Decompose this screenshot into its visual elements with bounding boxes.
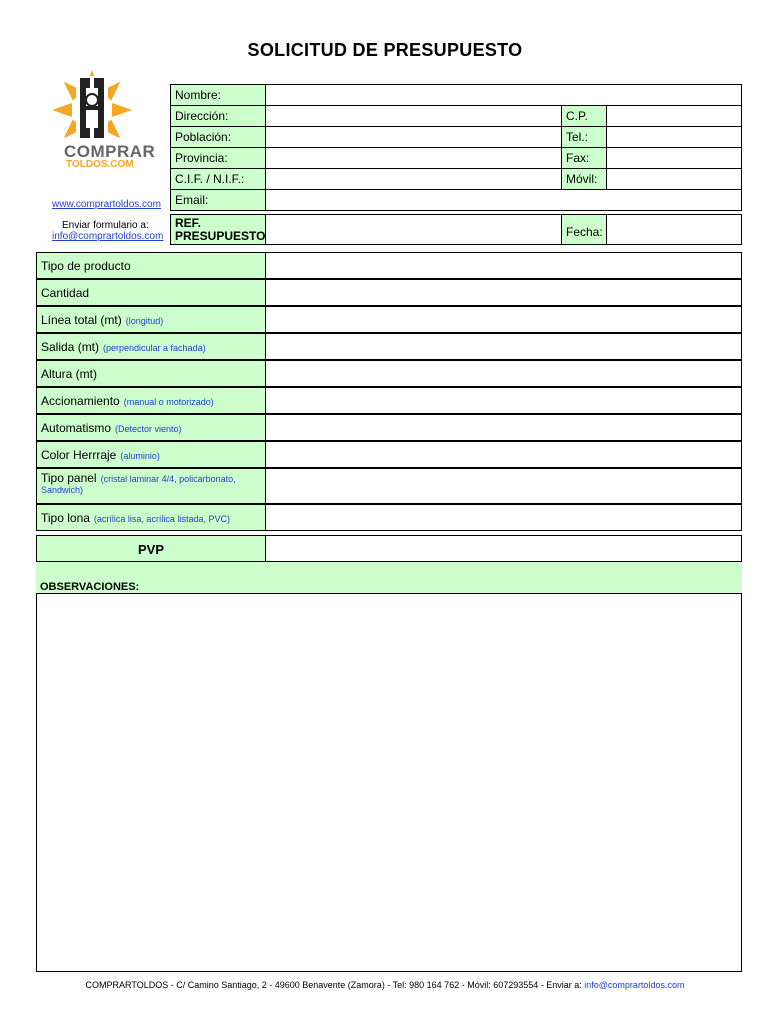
ref-presupuesto-label	[170, 214, 266, 245]
cif-input[interactable]	[265, 168, 562, 190]
fecha-label: Fecha:	[561, 214, 607, 245]
cp-label: C.P.	[561, 105, 607, 127]
pvp-input[interactable]	[265, 535, 742, 562]
product-row-input[interactable]	[265, 468, 742, 504]
product-row-input[interactable]	[265, 414, 742, 441]
product-row-input[interactable]	[265, 306, 742, 333]
product-row-label	[36, 279, 266, 306]
product-row-label-text: Tipo lona	[41, 511, 90, 525]
product-row-note: (Detector viento)	[115, 424, 182, 434]
product-row-note: (manual o motorizado)	[123, 397, 214, 407]
nombre-label: Nombre:	[170, 84, 266, 106]
pvp-label: PVP	[36, 535, 266, 562]
provincia-input[interactable]	[265, 147, 562, 169]
product-row-label-text: Automatismo	[41, 421, 112, 435]
logo	[38, 70, 156, 170]
product-row-label	[36, 306, 266, 333]
ref-label-line2: PRESUPUESTO	[175, 229, 266, 243]
send-form-label: Enviar formulario a:	[62, 220, 149, 231]
fax-input[interactable]	[606, 147, 742, 169]
poblacion-input[interactable]	[265, 126, 562, 148]
product-row-label	[36, 387, 266, 414]
product-row-input[interactable]	[265, 360, 742, 387]
product-row-note: (longitud)	[125, 316, 164, 326]
email-link[interactable]: info@comprartoldos.com	[52, 231, 164, 242]
product-row-label-text: Accionamiento	[41, 394, 120, 408]
observaciones-textarea[interactable]	[36, 593, 742, 972]
movil-label: Móvil:	[561, 168, 607, 190]
product-row-note-cont: Sandwich)	[41, 485, 84, 495]
nombre-input[interactable]	[265, 84, 742, 106]
direccion-input[interactable]	[265, 105, 562, 127]
fecha-input[interactable]	[606, 214, 742, 245]
website-link[interactable]: www.comprartoldos.com	[52, 199, 161, 210]
email-label: Email:	[170, 189, 266, 211]
footer-email[interactable]: info@comprartoldos.com	[584, 980, 685, 990]
product-row-input[interactable]	[265, 252, 742, 279]
product-row-label-text: Color Herrraje	[41, 448, 117, 462]
product-row-label-text: Línea total (mt)	[41, 313, 122, 327]
footer-text: COMPRARTOLDOS - C/ Camino Santiago, 2 - 49600 Benavente (Zamora) - Tel: 980 164 762 - Móvil: 607293554 - Enviar a:	[85, 980, 582, 990]
product-row-label-text: Salida (mt)	[41, 340, 100, 354]
email-input[interactable]	[265, 189, 742, 211]
observaciones-label: OBSERVACIONES:	[40, 581, 140, 593]
logo-line1: COMPRAR	[64, 142, 156, 161]
product-row-label	[36, 333, 266, 360]
product-row-note: (acrílica lisa, acrílica listada, PVC)	[93, 514, 230, 524]
product-row-label-text: Tipo panel	[41, 471, 97, 485]
ref-label-line1: REF.	[175, 216, 202, 230]
page-title: SOLICITUD DE PRESUPUESTO	[247, 40, 523, 60]
cif-label: C.I.F. / N.I.F.:	[170, 168, 266, 190]
product-row-label	[36, 360, 266, 387]
product-row-label	[36, 504, 266, 531]
product-row-note: (aluminio)	[120, 451, 160, 461]
tel-input[interactable]	[606, 126, 742, 148]
product-row-label	[36, 441, 266, 468]
product-row-label-text: Altura (mt)	[41, 367, 98, 381]
product-row-note: (perpendicular a fachada)	[103, 343, 206, 353]
product-row-input[interactable]	[265, 279, 742, 306]
poblacion-label: Población:	[170, 126, 266, 148]
ref-presupuesto-input[interactable]	[265, 214, 562, 245]
product-row-label	[36, 252, 266, 279]
direccion-label: Dirección:	[170, 105, 266, 127]
observaciones-header	[36, 562, 742, 593]
movil-input[interactable]	[606, 168, 742, 190]
tel-label: Tel.:	[561, 126, 607, 148]
provincia-label: Provincia:	[170, 147, 266, 169]
footer	[0, 980, 770, 990]
product-row-input[interactable]	[265, 504, 742, 531]
logo-line2: TOLDOS.COM	[66, 159, 134, 170]
product-row-input[interactable]	[265, 387, 742, 414]
product-row-input[interactable]	[265, 441, 742, 468]
fax-label: Fax:	[561, 147, 607, 169]
product-row-note: (cristal laminar 4/4, policarbonato,	[100, 474, 236, 484]
product-row-label	[36, 468, 266, 504]
cp-input[interactable]	[606, 105, 742, 127]
product-row-label-text: Cantidad	[41, 286, 90, 300]
product-row-input[interactable]	[265, 333, 742, 360]
product-row-label-text: Tipo de producto	[41, 259, 131, 273]
product-row-label	[36, 414, 266, 441]
